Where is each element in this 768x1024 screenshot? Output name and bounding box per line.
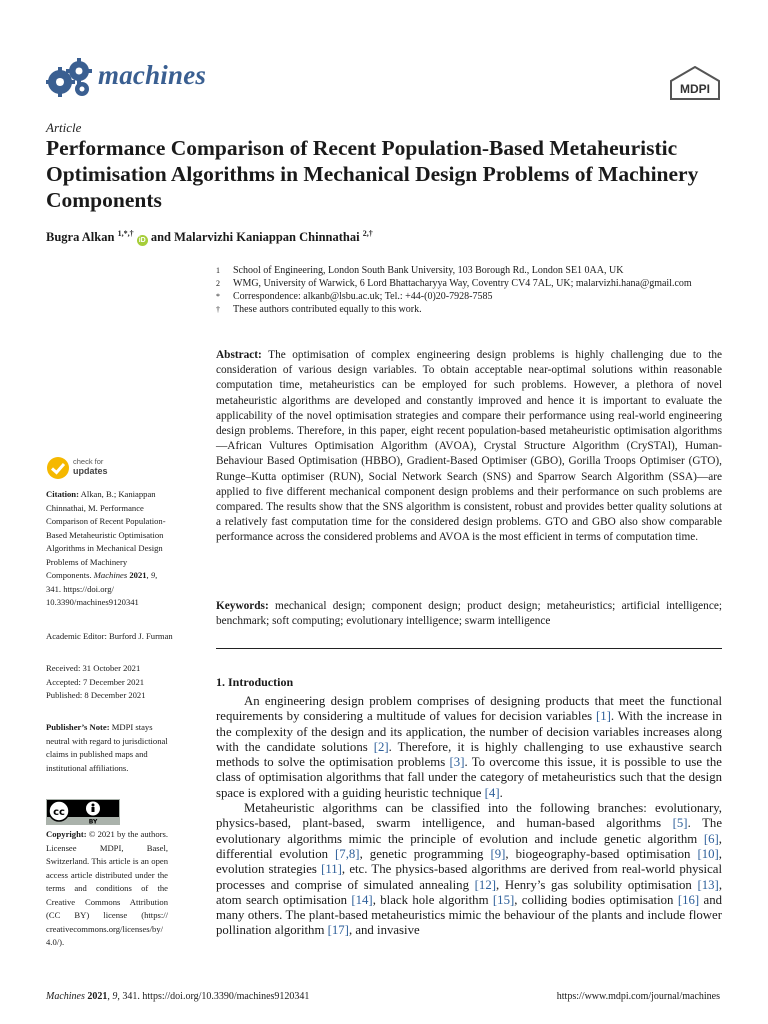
publication-dates: [46, 662, 176, 703]
reference-link[interactable]: [16]: [677, 892, 700, 907]
received-date: Received: 31 October 2021: [46, 663, 141, 673]
copyright-label: Copyright:: [46, 829, 87, 839]
reference-link[interactable]: [14]: [351, 892, 373, 907]
machines-gear-logo-icon: [46, 56, 94, 98]
footer-journal: Machines: [46, 991, 85, 1002]
section-divider: [216, 648, 722, 649]
affiliation-text: WMG, University of Warwick, 6 Lord Bhattacharyya Way, Coventry CV4 7AL, UK; malarvizhi.hana@gmail.com: [233, 278, 692, 289]
reference-link[interactable]: [3]: [449, 755, 465, 770]
publisher-note-label: Publisher’s Note:: [46, 722, 110, 732]
affiliation-mark: 1: [216, 266, 220, 275]
reference-link[interactable]: [5]: [672, 816, 688, 831]
reference-link[interactable]: [6]: [703, 831, 719, 846]
publisher-name: MDPI: [680, 82, 710, 96]
affiliation-text: Correspondence: alkanb@lsbu.ac.uk; Tel.: +44-(0)20-7928-7585: [233, 291, 493, 302]
affiliation-text: School of Engineering, London South Bank University, 103 Borough Rd., London SE1 0AA, UK: [233, 265, 624, 276]
affiliation-item: [216, 264, 716, 277]
cc-label: BY: [88, 818, 98, 825]
paper-title: Performance Comparison of Recent Population-Based Metaheuristic Optimisation Algorithms in Mechanical Design Problems of Machinery Components: [46, 136, 699, 212]
reference-link[interactable]: [9]: [490, 846, 506, 861]
reference-link[interactable]: [15]: [492, 892, 515, 907]
copyright-text: © 2021 by the authors. Licensee MDPI, Basel, Switzerland. This article is an open access article distributed under the terms and conditions of the Creative Commons Attribution (CC BY) license (https:// creativecommons.org/licenses/by/ 4.0/).: [46, 829, 168, 947]
paragraph: An engineering design problem comprises of designing products that meet the functional requirements by considering a multitude of values for decision variables [1]. With the increase in the complexity of the design and its application, the number of decision variables increases along with the candidate solutions [2]. Therefore, it is highly challenging to use exhaustive search methods to solve the optimisation problems [3]. To overcome this issue, it is possible to use the class of optimisation algorithms that fall under the category of metaheuristics such that the design space is explored with a guiding heuristic technique [4].: [216, 694, 723, 800]
check-updates-icon: [46, 456, 70, 480]
citation-volume: 9: [150, 570, 156, 580]
reference-link[interactable]: [17]: [327, 923, 349, 938]
affiliations: [216, 264, 716, 316]
introduction-body: [216, 694, 722, 939]
publisher-note: [46, 721, 174, 775]
keywords-text: mechanical design; component design; product design; metaheuristics; artificial intelligence; benchmark; soft computing; evolutionary intelligence; swarm intelligence: [216, 600, 722, 628]
citation-block: Citation: Alkan, B.; Kaniappan Chinnathai, M. Performance Comparison of Recent Population-Based Metaheuristic Optimisation Algorithms in Mechanical Design Problems of Machinery Components. Machines 2021, 9, 341. https://doi.org/ 10.3390/machines9120341: [46, 489, 166, 607]
check-updates-line1: check for: [73, 457, 104, 466]
citation-label: Citation:: [46, 489, 79, 499]
reference-link[interactable]: [7,8]: [335, 846, 360, 861]
publisher-note-text: MDPI stays neutral with regard to jurisdictional claims in published maps and institutional affiliations.: [46, 722, 168, 773]
citation-doi[interactable]: , 341. https://doi.org/ 10.3390/machines9120341: [46, 570, 158, 607]
reference-link[interactable]: [11]: [321, 862, 342, 877]
check-for-updates-badge[interactable]: [46, 456, 166, 482]
copyright-notice: [46, 828, 168, 950]
published-date: Published: 8 December 2021: [46, 690, 146, 700]
reference-link[interactable]: [12]: [474, 877, 496, 892]
affiliation-item: [216, 290, 716, 303]
author-affiliation-marks: 2,†: [362, 229, 373, 238]
check-updates-line2: updates: [73, 466, 108, 476]
footer-volume: 9: [112, 991, 118, 1002]
abstract: [216, 348, 722, 546]
affiliation-mark: *: [216, 292, 220, 301]
footer-journal-url[interactable]: https://www.mdpi.com/journal/machines: [556, 991, 720, 1002]
section-heading: 1. Introduction: [216, 675, 294, 689]
author-affiliation-marks: 1,*,†: [117, 229, 134, 238]
author-connector: and: [150, 230, 171, 245]
affiliation-mark: 2: [216, 279, 220, 288]
reference-link[interactable]: [13]: [697, 877, 719, 892]
citation-year: 2021: [129, 570, 147, 580]
footer-doi[interactable]: , 341. https://doi.org/10.3390/machines9120341: [117, 991, 310, 1002]
keywords: [216, 599, 722, 629]
reference-link[interactable]: [1]: [596, 709, 611, 724]
article-type: Article: [46, 120, 82, 135]
orcid-icon[interactable]: iD: [138, 237, 146, 245]
svg-text:cc: cc: [53, 807, 65, 818]
author-name[interactable]: Bugra Alkan: [46, 230, 115, 245]
author-line: [46, 229, 373, 246]
journal-name: machines: [98, 60, 207, 90]
footer-citation: Machines 2021, 9, 341. https://doi.org/10.3390/machines9120341: [46, 991, 310, 1002]
cc-by-license-icon[interactable]: [46, 799, 120, 825]
affiliation-text: These authors contributed equally to this work.: [233, 304, 422, 315]
reference-link[interactable]: [10]: [697, 846, 719, 861]
keywords-label: Keywords:: [216, 600, 269, 612]
reference-link[interactable]: [4]: [484, 785, 500, 800]
affiliation-item: [216, 277, 716, 290]
abstract-text: The optimisation of complex engineering design problems is highly challenging due to the consideration of various design variables. To obtain acceptable near-optimal solutions within reasonable computation time, metaheuristics can be employed for such problems. However, a plethora of novel metaheuristic algorithms are developed and constantly improved and hence it is important to evaluate the applicability of the novel optimisation strategies and compare their performance using real-world engineering design problems. Therefore, in this paper, eight recent population-based metaheuristic optimisation algorithms—African Vultures Optimisation Algorithm (AVOA), Crystal Structure Algorithm (CrySTAl), Human-Behaviour Based Optimisation (HBBO), Gradient-Based Optimiser (GBO), Gorilla Troops Optimiser (GTO), Runge–Kutta optimiser (RUN), Social Network Search (SNS) and Sparrow Search Algorithm (SSA)—are applied to five different mechanical component design problems and their performance on such problems are compared. The results show that the SNS algorithm is consistent, robust and provides better quality solutions at a relatively fast computation time for the considered design problems. GTO and GBO also show comparable performance across the considered problems and AVOA is the most efficient in terms of computation time.: [216, 349, 722, 544]
abstract-label: Abstract:: [216, 349, 262, 361]
mdpi-logo-icon: [668, 66, 722, 100]
footer-year: 2021: [87, 991, 108, 1002]
author-name[interactable]: Malarvizhi Kaniappan Chinnathai: [174, 230, 360, 245]
affiliation-item: [216, 303, 716, 316]
academic-editor: Academic Editor: Burford J. Furman: [46, 631, 173, 641]
reference-link[interactable]: [2]: [373, 739, 389, 754]
citation-text: Alkan, B.; Kaniappan Chinnathai, M. Performance Comparison of Recent Population-Based Metaheuristic Optimisation Algorithms in Mechanical Design Problems of Machinery Components.: [46, 489, 166, 580]
affiliation-mark: †: [216, 305, 220, 314]
accepted-date: Accepted: 7 December 2021: [46, 676, 145, 687]
citation-journal: Machines: [93, 570, 128, 580]
paragraph: Metaheuristic algorithms can be classified into the following branches: evolutionary, physics-based, plant-based, swarm intelligence, and human-based algorithms [5]. The evolutionary algorithms mimic the principle of evolution and include genetic algorithm [6], differential evolution [7,8], genetic programming [9], biogeography-based optimisation [10], evolution strategies [11], etc. The physics-based algorithms are derived from real-world physical processes and comprise of simulated annealing [12], Henry’s gas solubility optimisation [13], atom search optimisation [14], black hole algorithm [15], colliding bodies optimisation [16] and many others. The plant-based metaheuristics mimic the behaviour of the plants and include flower pollination algorithm [17], and invasive: [216, 801, 723, 938]
